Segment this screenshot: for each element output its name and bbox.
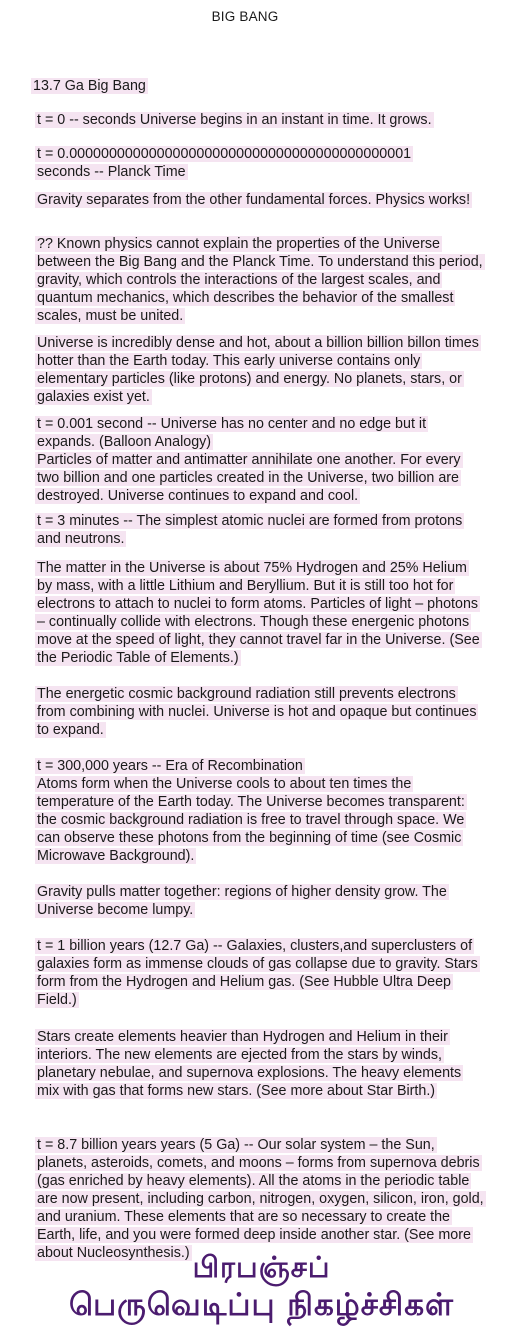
paragraph-text: t = 0.001 second -- Universe has no center and no edge but it expands. (Balloon Analogy) Particles of matter and antimatter annihilate one another. For every two billion and one particles created in the Universe, two billion are destroyed. Universe continues to expand and cool. xyxy=(37,416,461,504)
paragraph-text: 13.7 Ga Big Bang xyxy=(33,78,146,94)
page-title: BIG BANG xyxy=(211,9,279,24)
paragraph-solar-system xyxy=(35,1118,485,1262)
paragraph-dense-hot xyxy=(35,316,485,406)
paragraph-recombination xyxy=(35,739,485,865)
paragraph-text: Universe is incredibly dense and hot, about a billion billion billon times hotter than the Earth today. This early universe contains only elementary particles (like protons) and energy. No planets, stars, or galaxies exist yet. xyxy=(37,335,479,405)
paragraph-text: t = 8.7 billion years years (5 Ga) -- Our solar system – the Sun, planets, asteroids, comets, and moons – forms from supernova debris (gas enriched by heavy elements). All the atoms in the periodic table are now present, including carbon, nitrogen, oxygen, silicon, iron, gold, and uranium. These elements that are so necessary to create the Earth, life, and you were formed deep inside another star. (See more about Nucleosynthesis.) xyxy=(37,1137,484,1261)
paragraph-text: Gravity pulls matter together: regions of higher density grow. The Universe become lumpy. xyxy=(37,884,447,918)
paragraph-13-7-ga xyxy=(31,59,481,95)
paragraph-text: Stars create elements heavier than Hydrogen and Helium in their interiors. The new elements are ejected from the stars by winds, planetary nebulae, and supernova explosions. The heavy elements mix with gas that forms new stars. (See more about Star Birth.) xyxy=(37,1029,462,1099)
paragraph-text: t = 0 -- seconds Universe begins in an instant in time. It grows. xyxy=(37,112,432,128)
paragraph-background-radiation xyxy=(35,667,485,739)
paragraph-t-0-001 xyxy=(35,397,485,505)
paragraph-gravity-pulls xyxy=(35,865,485,919)
paragraph-text: Gravity separates from the other fundamental forces. Physics works! xyxy=(37,192,471,208)
paragraph-stars-create-elements xyxy=(35,1010,485,1100)
paragraph-text: t = 3 minutes -- The simplest atomic nuclei are formed from protons and neutrons. xyxy=(37,513,463,547)
tamil-caption-line-2: பெருவெடிப்பு நிகழ்ச்சிகள் xyxy=(68,1287,455,1323)
paragraph-text: The energetic cosmic background radiation still prevents electrons from combining with nuclei. Universe is hot and opaque but continues to expand. xyxy=(37,686,477,738)
paragraph-t-3-minutes xyxy=(35,494,485,548)
paragraph-text: t = 1 billion years (12.7 Ga) -- Galaxies, clusters,and superclusters of galaxies form as immense clouds of gas collapse due to gravity. Stars form from the Hydrogen and Helium gas. (See Hubble Ultra Deep Field.) xyxy=(37,938,478,1008)
paragraph-text: ?? Known physics cannot explain the properties of the Universe between the Big Bang and the Planck Time. To understand this period, gravity, which controls the interactions of the largest scales, and quantum mechanics, which describes the behavior of the smallest scales, must be united. xyxy=(37,236,483,324)
paragraph-t-zero xyxy=(35,93,485,129)
paragraph-text: t = 0.0000000000000000000000000000000000000000001 seconds -- Planck Time xyxy=(37,146,412,180)
paragraph-matter-composition xyxy=(35,541,485,667)
paragraph-text: The matter in the Universe is about 75% Hydrogen and 25% Helium by mass, with a little Lithium and Beryllium. But it is still too hot for electrons to attach to nuclei to form atoms. Particles of light – photons – continually collide with electrons. Though these energenic photons move at the speed of light, they cannot travel far in the Universe. (See the Periodic Table of Elements.) xyxy=(37,560,480,666)
paragraph-known-physics xyxy=(35,217,485,325)
paragraph-text: t = 300,000 years -- Era of Recombination Atoms form when the Universe cools to about ten times the temperature of the Earth today. The Universe becomes transparent: the cosmic background radiation is free to travel through space. We can observe these photons from the beginning of time (see Cosmic Microwave Background). xyxy=(37,758,465,864)
paragraph-gravity-separates xyxy=(35,173,485,209)
paragraph-t-1-billion xyxy=(35,919,485,1009)
tamil-caption-line-1: பிரபஞ்சப் xyxy=(192,1250,331,1284)
